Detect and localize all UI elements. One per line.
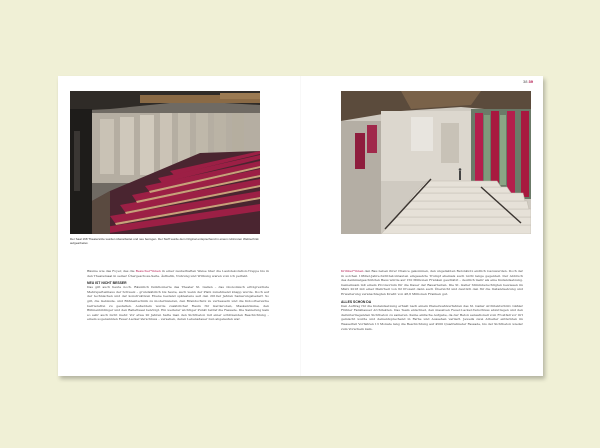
auditorium-illustration	[70, 91, 260, 234]
left-text-column	[87, 269, 269, 325]
foyer-staircase-photo	[341, 91, 531, 234]
page-number-prefix: 38	[522, 79, 528, 84]
right-paragraph-2	[341, 300, 523, 332]
left-p2-text: Das gilt auch heute noch. Räumlich funktionierte das Theater St. Gallen – das ökonomisch erfolgreichste Mehrspartenhaus der Schweiz – grundsätzlich bis heute, auch wenn der Platz zunehmend knapp wurde. Doch auf der technischen und der konstruktiven Ebene bestand spätestens seit den 2010er Jahren Sanierungsbedarf. So gilt, die Gebäude- und Bühnentechnik zu modernisieren, den Brandschutz zu verbessern und die Indoorbereiche barrierefrei zu gestalten. Außerdem wurde zusätzlicher Raum für Garderoben, Maskenräume, den Bühnenbildinger und den Ballettsaal benötigt. Ein weiterer wichtiger Punkt betraf die Fassade. Die Sanierung kam so sehr auch nicht mehr. Vor etwa 20 Jahren hatte man den Sichtbeton mit einer schützenden Beschichtung – einem sogenannten Feuer-Lacker-Verschluss – versehen, deren Lebensdauer nun abgelaufen war.	[87, 285, 269, 322]
right-p2-text: Den Auftrag für die Instandsetzung erhielt nach einem Planerwahlverfahren das St. Galler Architekturbüro Gähler Flühler Fankhauser Architekten. Das Team entschied, den massiven Feuer-Lacker-Verschluss abzutragen und den darunterliegenden Sichtbeton zu sanieren. Keine einfache Aufgabe, da der Beton sensationell vom Frostfall vor Ort gemischt wurde und dementsprechend in Farbe und Aussehen variiert. Jeweils zwei Arbeiter entfernten im Wasserfeil Vorfahren 13 Monate lang die Beschichtung auf 4500 Quadratmeter Fassade, bis der Sichtbeton wieder zum Vorschein kam.	[341, 303, 523, 331]
right-text-column	[341, 269, 523, 334]
theatre-auditorium-photo	[70, 91, 260, 234]
photo-caption: Der Saal 168 Theatersitze wurden überarbeitet und neu bezogen. Der Stoff wurde dem Original entsprechend in einem rubinroten Webtechnik aufgearbeitet.	[70, 237, 259, 245]
right-p1-text: den Bau neben ihrer Chance gekommen, den ungeliebten Betonklotz endlich loszuwerden. Doch der in solchen 1960er-Jahre-Sichtbetonbauten eingesetzte Trumpf ehemals auch nicht lange gegenteil. Der Abbruch des denkmalgeschützten Baus würde auf 150 Millionen Franken geschätzt – deutlich mehr als eine Instandsetzung. Gemeinsam mit einem Provisorium für die Dauer der Bauarbeiten. Die St. Galler Stimmberechtigten bewiesen im März 2018 mit einer Mehrheit von 62 Prozent dann auch Übersicht und deutlich den für die Instandsetzung und Erweiterung veranschlagten Kredit von 48,6 Millionen Franken gut.	[341, 269, 524, 296]
left-p1-text-b: in einer zauberhaften Weise über die Laubdekoration-Treppe bis in den Theatersaal in seiner Übergeschoss-Seite. Ästhetik, Nutzung und Wirkung waren vom ich perfekt.	[87, 269, 269, 278]
book-spread	[58, 76, 543, 376]
page-gutter	[300, 76, 301, 376]
subhead-alles-schon-da: ALLES SCHON DA	[341, 299, 372, 304]
right-p1-accent: Kritiker*innen	[341, 269, 364, 273]
left-p1-accent: Besucher*innen	[135, 269, 161, 273]
right-paragraph-1	[341, 269, 523, 297]
page-number	[523, 79, 533, 84]
left-paragraph-1	[87, 269, 269, 278]
page-number-value: 39	[528, 79, 533, 84]
staircase-illustration	[341, 91, 531, 234]
left-p1-text-a: Bäume wie das Foyer, das die	[87, 269, 135, 273]
subhead-neu-ist-nicht-besser: NEU IST NICHT BESSER	[87, 281, 127, 286]
left-paragraph-2	[87, 281, 269, 322]
